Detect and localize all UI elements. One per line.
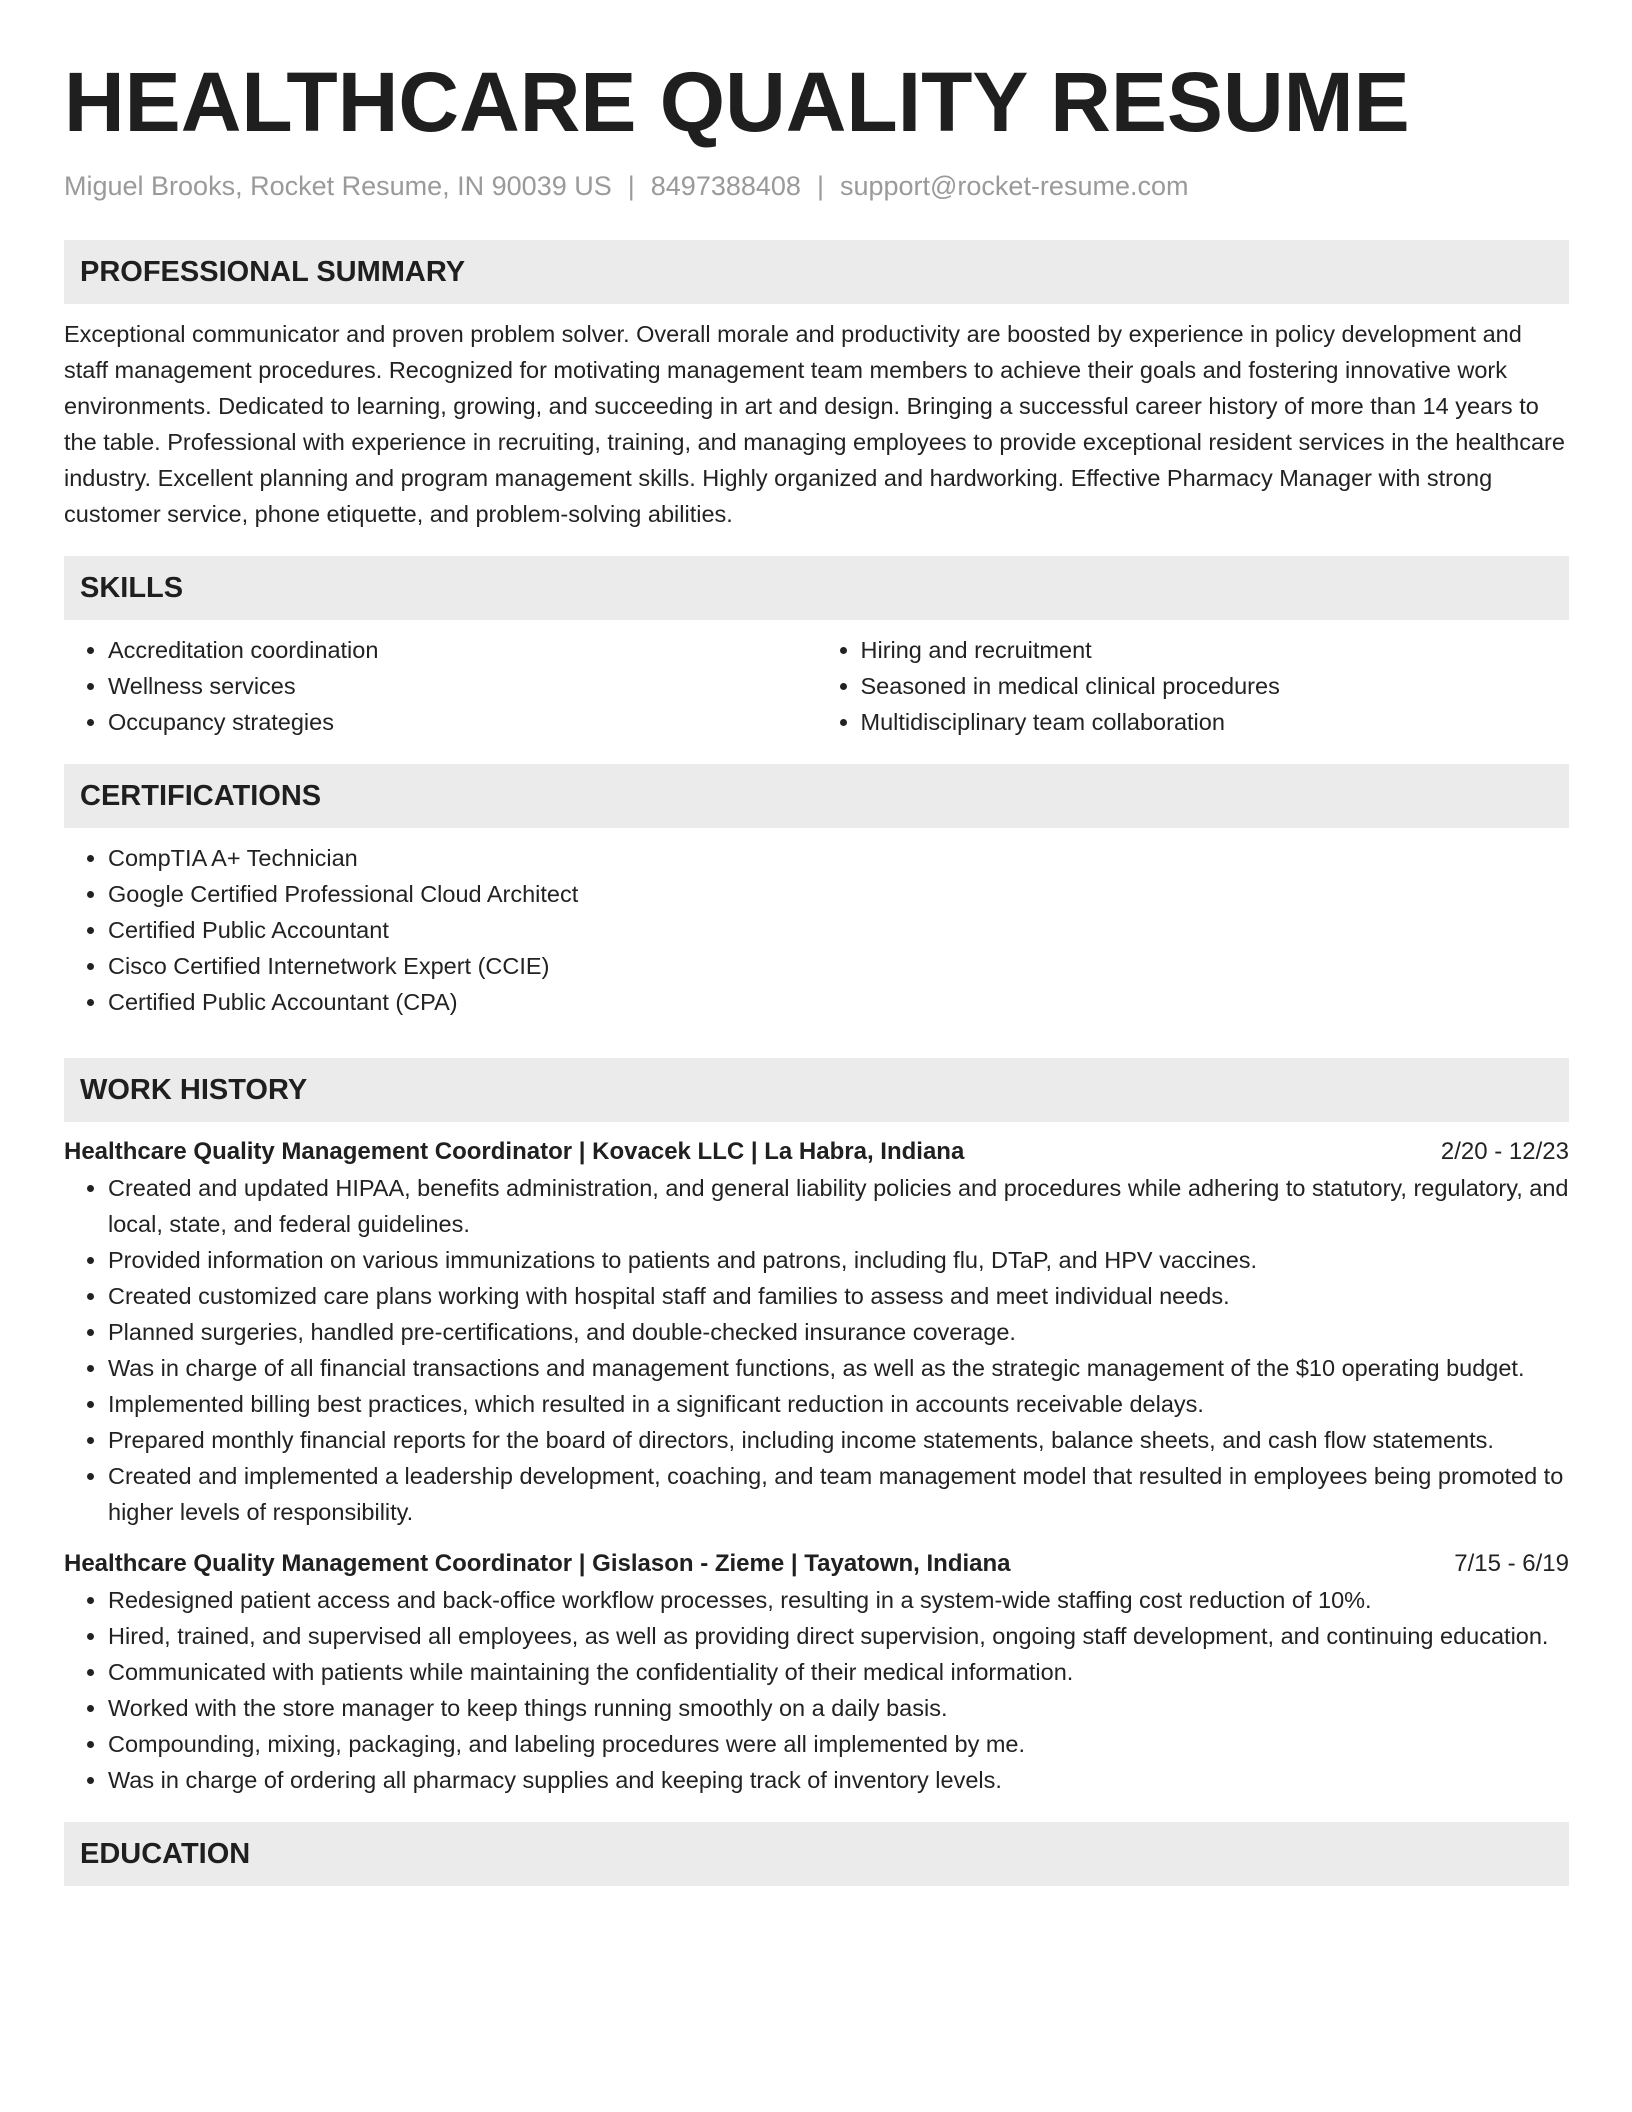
section-heading-certifications: CERTIFICATIONS xyxy=(64,764,1569,828)
list-item: • Implemented billing best practices, which resulted in a significant reduction in accounts receivable delays. xyxy=(108,1386,1569,1422)
list-item: • Created and updated HIPAA, benefits administration, and general liability policies and procedures while adhering to statutory, regulatory, and local, state, and federal guidelines. xyxy=(108,1170,1569,1242)
page-title: HEALTHCARE QUALITY RESUME xyxy=(64,55,1410,149)
job-header xyxy=(64,1134,1569,1170)
list-item: • Wellness services xyxy=(108,668,817,704)
skills-grid xyxy=(64,632,1569,740)
list-item: • Certified Public Accountant xyxy=(108,912,1569,948)
list-item: • Was in charge of ordering all pharmacy supplies and keeping track of inventory levels. xyxy=(108,1762,1569,1798)
section-heading-education: EDUCATION xyxy=(64,1822,1569,1886)
list-item: • Redesigned patient access and back-office workflow processes, resulting in a system-wide staffing cost reduction of 10%. xyxy=(108,1582,1569,1618)
contact-line xyxy=(64,170,1569,202)
list-item: • Communicated with patients while maintaining the confidentiality of their medical information. xyxy=(108,1654,1569,1690)
list-item: • Multidisciplinary team collaboration xyxy=(861,704,1570,740)
contact-email: support@rocket-resume.com xyxy=(839,171,1189,201)
list-item: • Hiring and recruitment xyxy=(861,632,1570,668)
list-item: • Compounding, mixing, packaging, and labeling procedures were all implemented by me. xyxy=(108,1726,1569,1762)
list-item: • Planned surgeries, handled pre-certifications, and double-checked insurance coverage. xyxy=(108,1314,1569,1350)
contact-separator: | xyxy=(627,171,635,201)
section-heading-skills: SKILLS xyxy=(64,556,1569,620)
job-dates: 7/15 - 6/19 xyxy=(1454,1550,1569,1578)
skills-list-right xyxy=(817,632,1570,740)
list-item: • Provided information on various immunizations to patients and patrons, including flu, DTaP, and HPV vaccines. xyxy=(108,1242,1569,1278)
contact-phone: 8497388408 xyxy=(650,171,801,201)
job-bullets xyxy=(64,1170,1569,1530)
certifications-list xyxy=(64,840,1569,1020)
list-item: • Accreditation coordination xyxy=(108,632,817,668)
list-item: • Seasoned in medical clinical procedures xyxy=(861,668,1570,704)
contact-address: Miguel Brooks, Rocket Resume, IN 90039 US xyxy=(64,171,612,201)
list-item: • Cisco Certified Internetwork Expert (CCIE) xyxy=(108,948,1569,984)
list-item: • Worked with the store manager to keep things running smoothly on a daily basis. xyxy=(108,1690,1569,1726)
job-dates: 2/20 - 12/23 xyxy=(1440,1138,1569,1166)
contact-separator: | xyxy=(816,171,824,201)
list-item: • Created customized care plans working with hospital staff and families to assess and meet individual needs. xyxy=(108,1278,1569,1314)
job-title: Healthcare Quality Management Coordinator | Gislason - Zieme | Tayatown, Indiana xyxy=(64,1550,1011,1578)
job-header xyxy=(64,1546,1569,1582)
list-item: • CompTIA A+ Technician xyxy=(108,840,1569,876)
skills-list-left xyxy=(64,632,817,740)
job-bullets xyxy=(64,1582,1569,1798)
list-item: • Was in charge of all financial transactions and management functions, as well as the strategic management of the $10 operating budget. xyxy=(108,1350,1569,1386)
list-item: • Created and implemented a leadership development, coaching, and team management model that resulted in employees being promoted to higher levels of responsibility. xyxy=(108,1458,1569,1530)
list-item: • Google Certified Professional Cloud Architect xyxy=(108,876,1569,912)
skills-column-right xyxy=(817,632,1570,740)
list-item: • Prepared monthly financial reports for the board of directors, including income statements, balance sheets, and cash flow statements. xyxy=(108,1422,1569,1458)
skills-column-left xyxy=(64,632,817,740)
list-item: • Certified Public Accountant (CPA) xyxy=(108,984,1569,1020)
list-item: • Hired, trained, and supervised all employees, as well as providing direct supervision, ongoing staff development, and continuing education. xyxy=(108,1618,1569,1654)
section-heading-summary: PROFESSIONAL SUMMARY xyxy=(64,240,1569,304)
list-item: • Occupancy strategies xyxy=(108,704,817,740)
job-title: Healthcare Quality Management Coordinator | Kovacek LLC | La Habra, Indiana xyxy=(64,1138,965,1166)
summary-text: Exceptional communicator and proven problem solver. Overall morale and productivity are boosted by experience in policy development and staff management procedures. Recognized for motivating management team members to achieve their goals and fostering innovative work environments. Dedicated to learning, growing, and succeeding in art and design. Bringing a successful career history of more than 14 years to the table. Professional with experience in recruiting, training, and managing employees to provide exceptional resident services in the healthcare industry. Excellent planning and program management skills. Highly organized and hardworking. Effective Pharmacy Manager with strong customer service, phone etiquette, and problem-solving abilities. xyxy=(64,321,1565,528)
section-heading-work-history: WORK HISTORY xyxy=(64,1058,1569,1122)
